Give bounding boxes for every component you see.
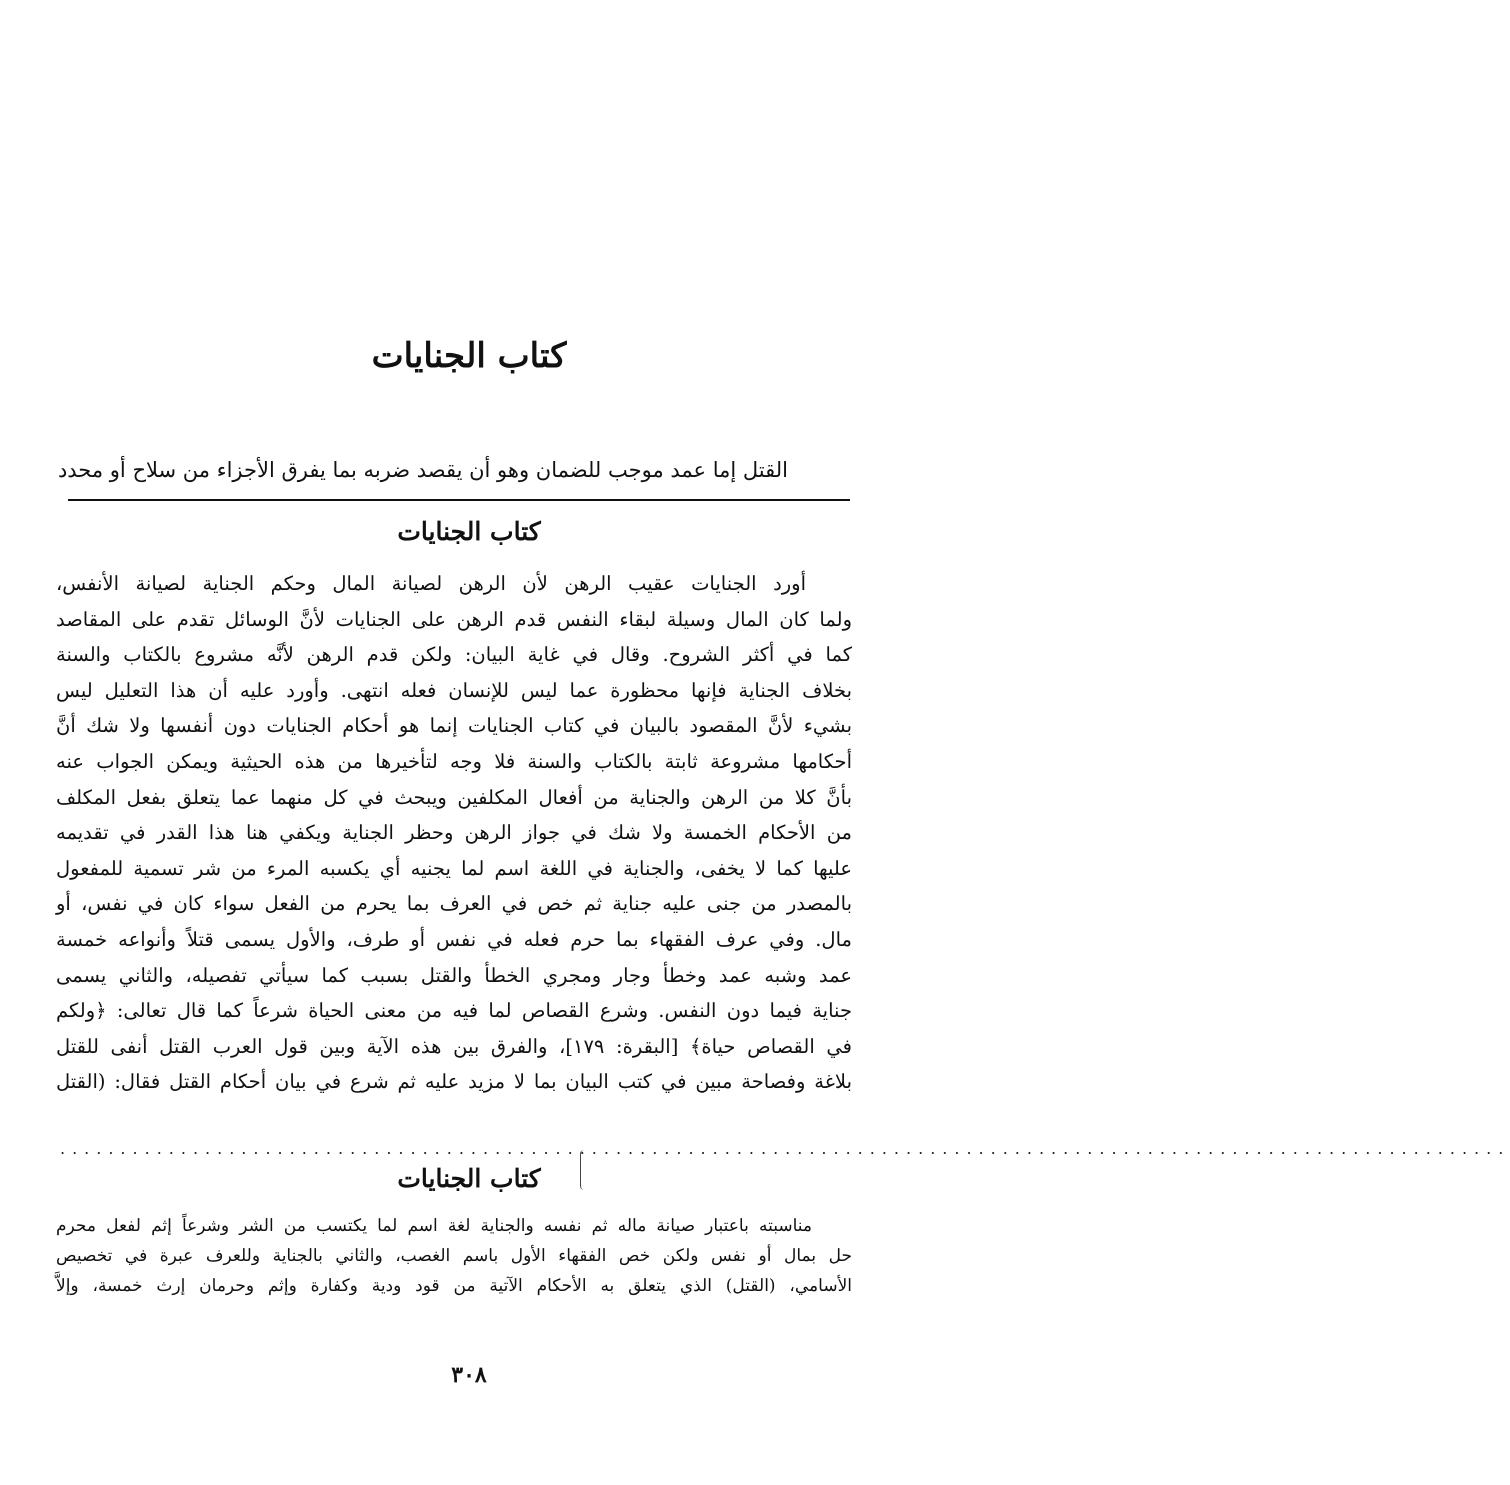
footnote-text <box>56 1211 852 1301</box>
dotted-separator: ........................................................................................................................ <box>60 1139 1510 1158</box>
page-number: ٣٠٨ <box>451 1362 487 1388</box>
commentary-line: بشيء لأنَّ المقصود بالبيان في كتاب الجنايات إنما هو أحكام الجنايات دون أنفسها ولا شك أنَّ <box>56 714 852 738</box>
commentary-line: عليها كما لا يخفى، والجناية في اللغة اسم لما يجنيه أي يكسبه المرء من شر تسمية للمفعول <box>56 856 852 880</box>
commentary-line: أورد الجنايات عقيب الرهن لأن الرهن لصيانة المال وحكم الجناية لصيانة الأنفس، <box>56 572 807 595</box>
commentary-line: أحكامها مشروعة ثابتة بالكتاب والسنة فلا وجه لتأخيرها من هذه الحيثية ويمكن الجواب عنه <box>56 749 852 773</box>
commentary-line: بالمصدر من جنى عليه جناية ثم خص في العرف بما يحرم من الفعل سواء كان في نفس، أو <box>56 892 852 916</box>
page-title: كتاب الجنايات <box>371 336 567 376</box>
commentary-line: في القصاص حياة﴾ [البقرة: ١٧٩]، والفرق بين هذه الآية وبين قول العرب القتل أنفى للقتل <box>56 1034 852 1058</box>
footnote-line: حل بمال أو نفس ولكن خص الفقهاء الأول باسم الغصب، والثاني بالجناية وللعرف عبرة في تخصيص <box>56 1246 852 1266</box>
commentary-line: عمد وشبه عمد وخطأ وجار ومجري الخطأ والقتل بسبب كما سيأتي تفصيله، والثاني يسمى <box>56 963 852 987</box>
commentary-text <box>56 566 852 1100</box>
commentary-line: بخلاف الجناية فإنها محظورة عما ليس للإنسان فعله انتهى. وأورد عليه أن هذا التعليل ليس <box>56 678 852 702</box>
commentary-line: مال. وفي عرف الفقهاء بما حرم فعله في نفس أو طرف، والأول يسمى قتلاً وأنواعه خمسة <box>56 927 852 951</box>
commentary-line: من الأحكام الخمسة ولا شك في جواز الرهن وحظر الجناية ويكفي هنا هذا القدر في تقديمه <box>56 821 852 845</box>
commentary-line: بأنَّ كلا من الرهن والجناية من أفعال المكلفين ويبحث في كل منهما عما يتعلق بفعل المكلف <box>56 785 852 809</box>
commentary-line: بلاغة وفصاحة مبين في كتب البيان بما لا مزيد عليه ثم شرع في بيان أحكام القتل فقال: (القتل <box>56 1070 852 1094</box>
commentary-line: ولما كان المال وسيلة لبقاء النفس قدم الرهن على الجنايات لأنَّ الوسائل تقدم على المقاصد <box>56 607 852 631</box>
commentary-line: جناية فيما دون النفس. وشرع القصاص لما فيه من معنى الحياة شرعاً كما قال تعالى: ﴿ولكم <box>56 999 852 1023</box>
footnote-line: مناسبته باعتبار صيانة ماله ثم نفسه والجناية لغة اسم لما يكتسب من الشر وشرعاً إثم لفعل محرم <box>56 1216 812 1236</box>
footnote-line: الأسامي، (القتل) الذي يتعلق به الأحكام الآتية من قود ودية وكفارة وإثم وحرمان إرث خمسة، وإلاَّ <box>56 1276 852 1296</box>
section-title-footnotes: كتاب الجنايات <box>397 1164 541 1193</box>
commentary-line: كما في أكثر الشروح. وقال في غاية البيان: ولكن قدم الرهن لأنَّه مشروع بالكتاب والسنة <box>56 643 852 667</box>
matn-text: القتل إما عمد موجب للضمان وهو أن يقصد ضربه بما يفرق الأجزاء من سلاح أو محدد <box>57 458 788 482</box>
section-title-commentary: كتاب الجنايات <box>397 517 541 546</box>
matn-divider <box>68 499 850 501</box>
